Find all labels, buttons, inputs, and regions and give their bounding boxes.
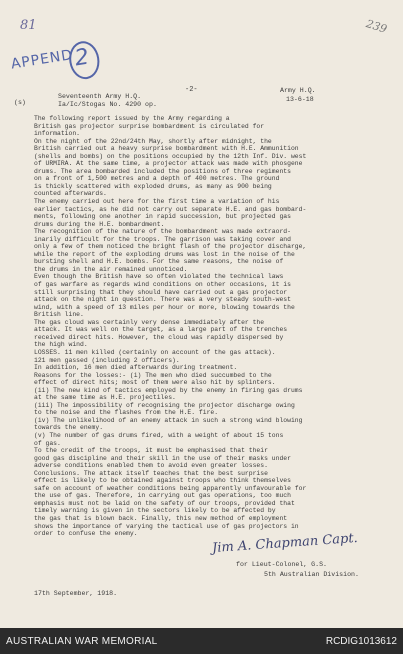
handwritten-signature: Jim A. Chapman Capt. bbox=[211, 530, 359, 557]
classification-mark: (s) bbox=[14, 99, 26, 106]
page-number: -2- bbox=[185, 86, 198, 94]
body-line: the high wind. bbox=[34, 341, 88, 349]
body-line: timely warning is given in the sectors likely to be affected by bbox=[34, 507, 276, 515]
army-hq-label: Army H.Q. bbox=[280, 87, 316, 94]
body-line: British line. bbox=[34, 311, 84, 319]
body-line: the use of gas. Therefore, in carrying out gas operations, too much bbox=[34, 492, 291, 500]
body-line: of gas warfare as regards wind conditions on other occasions, it is bbox=[34, 281, 291, 289]
body-line: attack. It was well on the target, as a large part of the trenches bbox=[34, 326, 288, 334]
body-line: drums. The area bombarded included the positions of three regiments bbox=[34, 167, 291, 175]
body-line: 121 men gassed (including 2 officers). bbox=[34, 356, 180, 364]
body-line: of URMIRA. At the same time, a projector attack was made with phosgene bbox=[34, 160, 303, 168]
body-line: The following report issued by the Army regarding a bbox=[34, 115, 230, 122]
body-line: (iii) The impossibility of recognising the projector discharge owing bbox=[34, 401, 295, 409]
body-line: safe on account of weather conditions being apparently unfavourable for bbox=[34, 484, 307, 492]
body-line: The gas cloud was certainly very dense immediately after the bbox=[34, 318, 265, 326]
body-line: to the noise and the flashes from the H.E. fire. bbox=[34, 409, 219, 417]
report-body bbox=[34, 115, 379, 538]
body-line: still surprising that they should have carried out a gas projector bbox=[34, 288, 288, 296]
body-line: earlier tactics, as he did not carry out separate H.E. and gas bombard- bbox=[34, 205, 307, 213]
body-line: bursting shell and H.E. bombs. For the same reasons, the noise of bbox=[34, 258, 284, 266]
footer-institution: AUSTRALIAN WAR MEMORIAL bbox=[6, 636, 158, 647]
body-line: emphasis must not be laid on the safety of our troops, provided that bbox=[34, 499, 295, 507]
handwritten-folio-right: 239 bbox=[364, 17, 389, 36]
body-line: (iv) The unlikelihood of an enemy attack in such a strong wind blowing bbox=[34, 416, 303, 424]
body-line: In addition, 16 men died afterwards during treatment. bbox=[34, 364, 238, 372]
from-line-2: Ia/Ic/Stogas No. 4290 op. bbox=[58, 101, 157, 108]
body-line: towards the enemy. bbox=[34, 424, 104, 432]
signature-division: 5th Australian Division. bbox=[264, 571, 359, 578]
signature-for-line: for Lieut-Colonel, G.S. bbox=[236, 561, 328, 568]
body-line: of gas. bbox=[34, 439, 61, 447]
body-line: received direct hits. However, the cloud was rapidly dispersed by bbox=[34, 333, 284, 341]
body-line: inarily difficult for the troops. The garrison was taking cover and bbox=[34, 235, 291, 243]
body-line: The recognition of the nature of the bombardment was made extraord- bbox=[34, 228, 291, 236]
body-line: the drums in the air remained unnoticed. bbox=[34, 265, 188, 273]
body-line: only a few of them noticed the bright flash of the projector discharge, bbox=[34, 243, 307, 251]
body-line: drums during the H.E. bombardment. bbox=[34, 220, 165, 228]
body-line: attack on the night in question. There was a very steady south-west bbox=[34, 296, 291, 304]
body-line: ments, following one another in rapid succession, but projected gas bbox=[34, 213, 291, 221]
handwritten-folio-left: 81 bbox=[20, 18, 37, 33]
footer-record-id: RCDIG1013612 bbox=[325, 636, 397, 647]
body-line: The enemy carried out here for the first time a variation of his bbox=[34, 198, 280, 206]
body-line: British carried out a heavy surprise bombardment with H.E. Ammunition bbox=[34, 145, 299, 153]
appendix-stamp bbox=[10, 44, 98, 91]
body-line: adverse conditions enabled them to avoid even greater losses. bbox=[34, 462, 268, 470]
body-line: To the credit of the troops, it must be emphasised that their bbox=[34, 447, 268, 455]
body-line: effect is likely to be obtained against troops who think themselves bbox=[34, 477, 291, 485]
header-date: 13-6-18 bbox=[286, 96, 314, 103]
from-line-1: Seventeenth Army H.Q. bbox=[58, 93, 142, 100]
appendix-stamp-text: APPEND bbox=[9, 46, 75, 73]
body-line: British gas projector surprise bombardment is circulated for bbox=[34, 122, 265, 130]
body-line: is thickly scattered with exploded drums, as many as 900 being bbox=[34, 182, 272, 190]
body-line: Conclusions. The attack itself teaches that the best surprise bbox=[34, 469, 268, 477]
body-line: Even though the British have so often violated the technical laws bbox=[34, 273, 284, 281]
body-line: shows the importance of varying the tactical use of gas projectors in bbox=[34, 522, 299, 530]
body-line: order to confuse the enemy. bbox=[34, 530, 138, 538]
body-line: counted afterwards. bbox=[34, 190, 107, 198]
body-line: LOSSES. 11 men killed (certainly on account of the gas attack). bbox=[34, 348, 276, 356]
body-line: while the report of the exploding drums was lost in the noise of the bbox=[34, 250, 295, 258]
body-line: at the same time as H.E. projectiles. bbox=[34, 394, 176, 402]
document-date: 17th September, 1918. bbox=[34, 590, 118, 597]
body-line: (shells and bombs) on the positions occupied by the 12th Inf. Div. west bbox=[34, 152, 307, 160]
appendix-number: 2 bbox=[73, 44, 92, 72]
body-line: wind, with a speed of 13 miles per hour or more, blowing towards the bbox=[34, 303, 295, 311]
body-line: On the night of the 22nd/24th May, shortly after midnight, the bbox=[34, 137, 272, 145]
body-line: (v) The number of gas drums fired, with a weight of about 15 tons bbox=[34, 431, 284, 439]
body-line: Reasons for the losses:- (i) The men who died succumbed to the bbox=[34, 371, 272, 379]
body-line: information. bbox=[34, 130, 81, 138]
archive-footer bbox=[0, 628, 403, 654]
body-line: the gas that is blown back. Finally, this new method of employment bbox=[34, 514, 288, 522]
body-line: on a front of 1,500 metres and a depth of 400 metres. The ground bbox=[34, 175, 280, 183]
body-line: good gas discipline and their skill in the use of their masks under bbox=[34, 454, 291, 462]
body-line: (ii) The new kind of tactics employed by the enemy in firing gas drums bbox=[34, 386, 303, 394]
body-line: effect of direct hits; most of them were also hit by splinters. bbox=[34, 379, 276, 387]
